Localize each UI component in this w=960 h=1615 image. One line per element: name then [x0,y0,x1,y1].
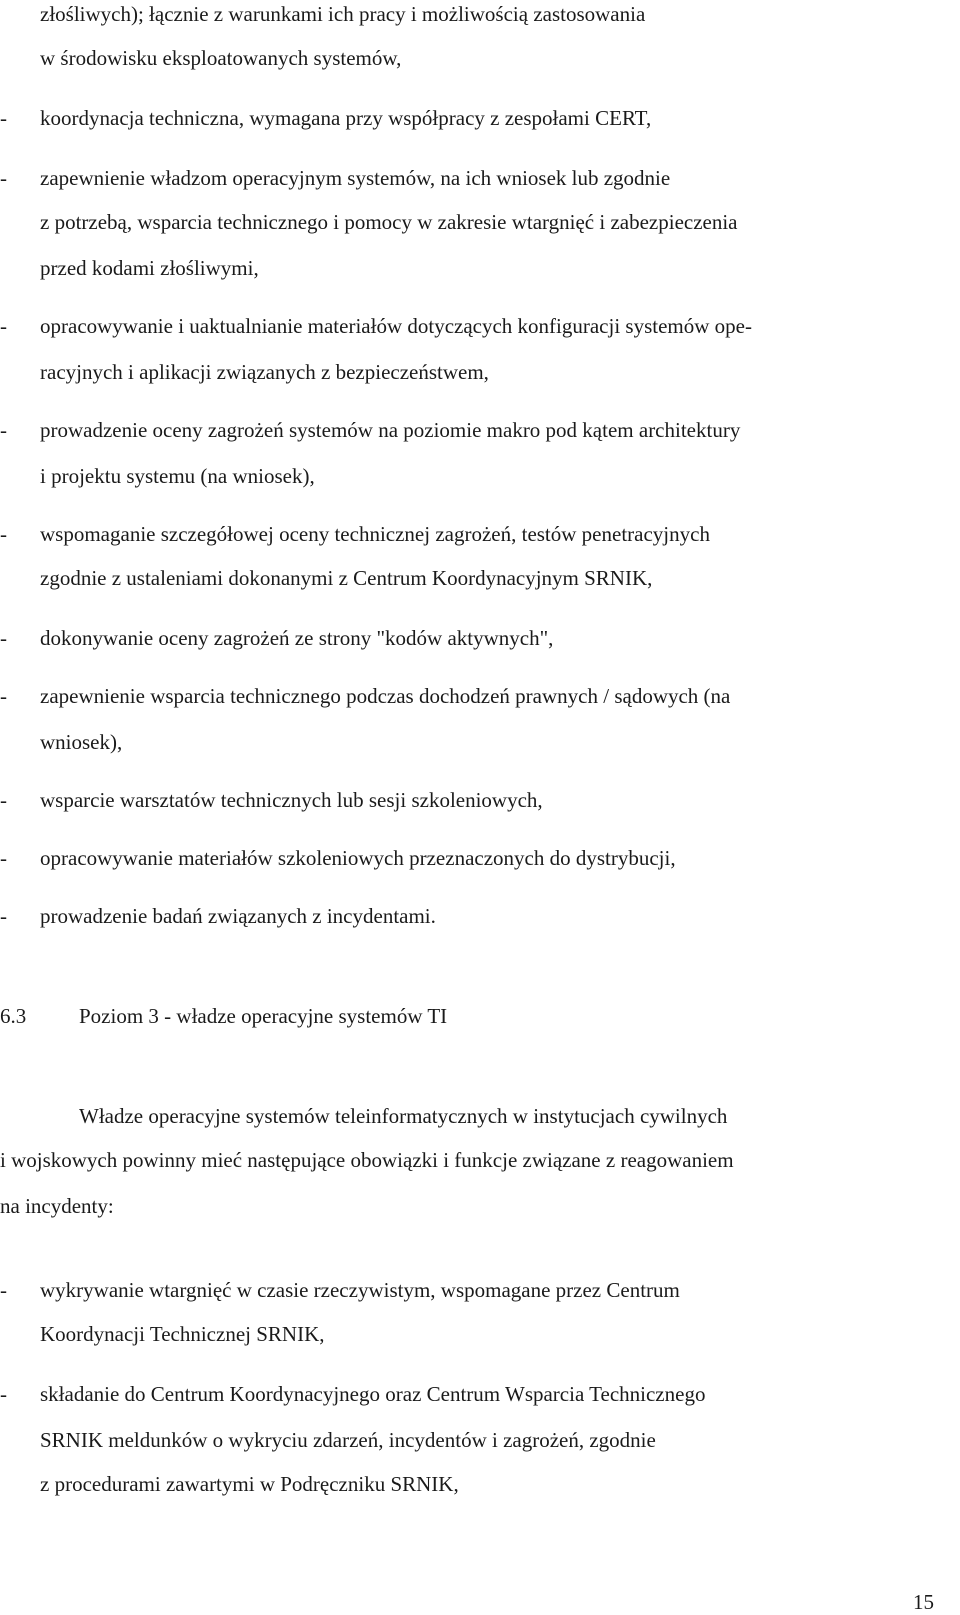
list-dash: - [0,166,7,190]
list-dash: - [0,684,7,708]
list-item-text: Koordynacji Technicznej SRNIK, [40,1322,325,1346]
page-number: 15 [913,1590,934,1614]
list-dash: - [0,418,7,442]
list-dash: - [0,106,7,130]
list-item-text: z potrzebą, wsparcia technicznego i pomocy w zakresie wtargnięć i zabezpieczenia [40,210,738,234]
list-item-text: wspomaganie szczegółowej oceny technicznej zagrożeń, testów penetracyjnych [40,522,710,546]
list-dash: - [0,626,7,650]
section-number: 6.3 [0,1004,27,1028]
paragraph-line: na incydenty: [0,1194,114,1218]
list-item-text: dokonywanie oceny zagrożeń ze strony "kodów aktywnych", [40,626,554,650]
list-item-text: prowadzenie oceny zagrożeń systemów na poziomie makro pod kątem architektury [40,418,741,442]
list-item-text: opracowywanie i uaktualnianie materiałów dotyczących konfiguracji systemów ope- [40,314,752,338]
text-line: złośliwych); łącznie z warunkami ich pracy i możliwością zastosowania [40,2,646,26]
list-dash: - [0,522,7,546]
list-dash: - [0,788,7,812]
list-dash: - [0,1382,7,1406]
list-item-text: składanie do Centrum Koordynacyjnego oraz Centrum Wsparcia Technicznego [40,1382,706,1406]
list-item-text: zapewnienie wsparcia technicznego podczas dochodzeń prawnych / sądowych (na [40,684,731,708]
list-dash: - [0,314,7,338]
list-item-text: koordynacja techniczna, wymagana przy współpracy z zespołami CERT, [40,106,652,130]
list-item-text: wsparcie warsztatów technicznych lub sesji szkoleniowych, [40,788,543,812]
list-dash: - [0,904,7,928]
list-item-text: racyjnych i aplikacji związanych z bezpieczeństwem, [40,360,489,384]
list-item-text: SRNIK meldunków o wykryciu zdarzeń, incydentów i zagrożeń, zgodnie [40,1428,656,1452]
list-item-text: prowadzenie badań związanych z incydentami. [40,904,436,928]
list-item-text: wykrywanie wtargnięć w czasie rzeczywistym, wspomagane przez Centrum [40,1278,680,1302]
list-dash: - [0,1278,7,1302]
list-item-text: wniosek), [40,730,123,754]
list-dash: - [0,846,7,870]
list-item-text: zgodnie z ustaleniami dokonanymi z Centrum Koordynacyjnym SRNIK, [40,566,653,590]
list-item-text: i projektu systemu (na wniosek), [40,464,315,488]
paragraph-line: i wojskowych powinny mieć następujące obowiązki i funkcje związane z reagowaniem [0,1148,734,1172]
list-item-text: opracowywanie materiałów szkoleniowych przeznaczonych do dystrybucji, [40,846,676,870]
list-item-text: z procedurami zawartymi w Podręczniku SRNIK, [40,1472,459,1496]
list-item-text: zapewnienie władzom operacyjnym systemów, na ich wniosek lub zgodnie [40,166,671,190]
text-line: w środowisku eksploatowanych systemów, [40,46,402,70]
list-item-text: przed kodami złośliwymi, [40,256,259,280]
section-title: Poziom 3 - władze operacyjne systemów TI [79,1004,448,1028]
paragraph-line: Władze operacyjne systemów teleinformatycznych w instytucjach cywilnych [79,1104,728,1128]
